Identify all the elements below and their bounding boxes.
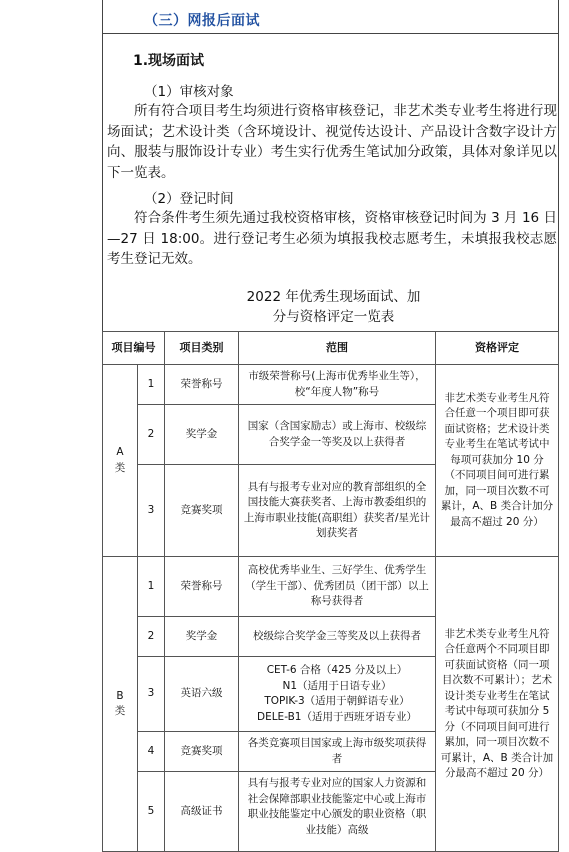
subsection-title: 1.现场面试: [133, 53, 205, 69]
group-label-a: A 类: [103, 365, 138, 557]
row-number: 1: [138, 557, 165, 617]
row-category: 竞赛奖项: [165, 465, 239, 557]
row-number: 3: [138, 465, 165, 557]
row-category: 竞赛奖项: [165, 732, 239, 772]
table-caption-line2: 分与资格评定一览表: [272, 309, 395, 325]
row-scope: 校级综合奖学金三等奖及以上获得者: [239, 617, 436, 657]
row-category: 荣誉称号: [165, 365, 239, 405]
group-a-evaluation: 非艺术类专业考生凡符合任意一个项目即可获面试资格；艺术设计类专业考生在笔试考试中每项可获加分 10 分（不同项目间可进行累加，同一项目次数不可累计，A、B 类合计加分最高不超过 20 分）: [436, 365, 559, 557]
header-evaluation: 资格评定: [436, 332, 559, 365]
review-heading: （1）审核对象: [144, 84, 234, 100]
header-scope: 范围: [239, 332, 436, 365]
row-number: 1: [138, 365, 165, 405]
row-number: 5: [138, 772, 165, 852]
group-label-b: B 类: [103, 557, 138, 852]
row-scope: 具有与报考专业对应的教育部组织的全国技能大赛获奖者、上海市教委组织的上海市职业技能(高职组）获奖者/星光计划获奖者: [239, 465, 436, 557]
row-scope: 市级荣誉称号(上海市优秀毕业生等），校“年度人物”称号: [239, 365, 436, 405]
row-category: 奖学金: [165, 405, 239, 465]
row-scope: 高校优秀毕业生、三好学生、优秀学生（学生干部）、优秀团员（团干部）以上称号获得者: [239, 557, 436, 617]
row-category: 奖学金: [165, 617, 239, 657]
row-scope: CET-6 合格（425 分及以上） N1（适用于日语专业） TOPIK-3（适用于朝鲜语专业） DELE-B1（适用于西班牙语专业）: [239, 657, 436, 732]
row-number: 2: [138, 617, 165, 657]
registration-paragraph: 符合条件考生须先通过我校资格审核，资格审核登记时间为 3 月 16 日—27 日 18:00。进行登记考生必须为填报我校志愿考生，未填报我校志愿考生登记无效。: [107, 210, 557, 267]
row-number: 2: [138, 405, 165, 465]
row-category: 高级证书: [165, 772, 239, 852]
row-number: 3: [138, 657, 165, 732]
row-scope: 各类竞赛项目国家或上海市级奖项获得者: [239, 732, 436, 772]
section-divider: [102, 33, 559, 34]
header-item-number: 项目编号: [103, 332, 165, 365]
table-header-row: [103, 332, 559, 365]
group-b-evaluation: 非艺术类专业考生凡符合任意两个不同项目即可获面试资格（同一项目次数不可累计）；艺术设计类专业考生在笔试考试中每项可获加分 5 分（不同项目间可进行累加，同一项目次数不可累计，A、B 类合计加分最高不超过 20 分）: [436, 557, 559, 852]
table-caption-line1: 2022 年优秀生现场面试、加: [246, 289, 421, 305]
review-paragraph: 所有符合项目考生均须进行资格审核登记，非艺术类专业考生将进行现场面试；艺术设计类（含环境设计、视觉传达设计、产品设计含数字设计方向、服装与服饰设计专业）考生实行优秀生笔试加分政策，具体对象详见以下一览表。: [107, 103, 557, 181]
registration-heading: （2）登记时间: [144, 191, 234, 207]
row-number: 4: [138, 732, 165, 772]
table-row: [103, 557, 559, 617]
row-scope: 国家（含国家励志）或上海市、校级综合奖学金一等奖及以上获得者: [239, 405, 436, 465]
row-scope: 具有与报考专业对应的国家人力资源和社会保障部职业技能鉴定中心或上海市职业技能鉴定中心颁发的职业资格（职业技能）高级: [239, 772, 436, 852]
row-category: 英语六级: [165, 657, 239, 732]
table-row: [103, 365, 559, 405]
row-category: 荣誉称号: [165, 557, 239, 617]
section-title: （三）网报后面试: [144, 13, 260, 29]
evaluation-table: [102, 331, 559, 852]
header-item-category: 项目类别: [165, 332, 239, 365]
